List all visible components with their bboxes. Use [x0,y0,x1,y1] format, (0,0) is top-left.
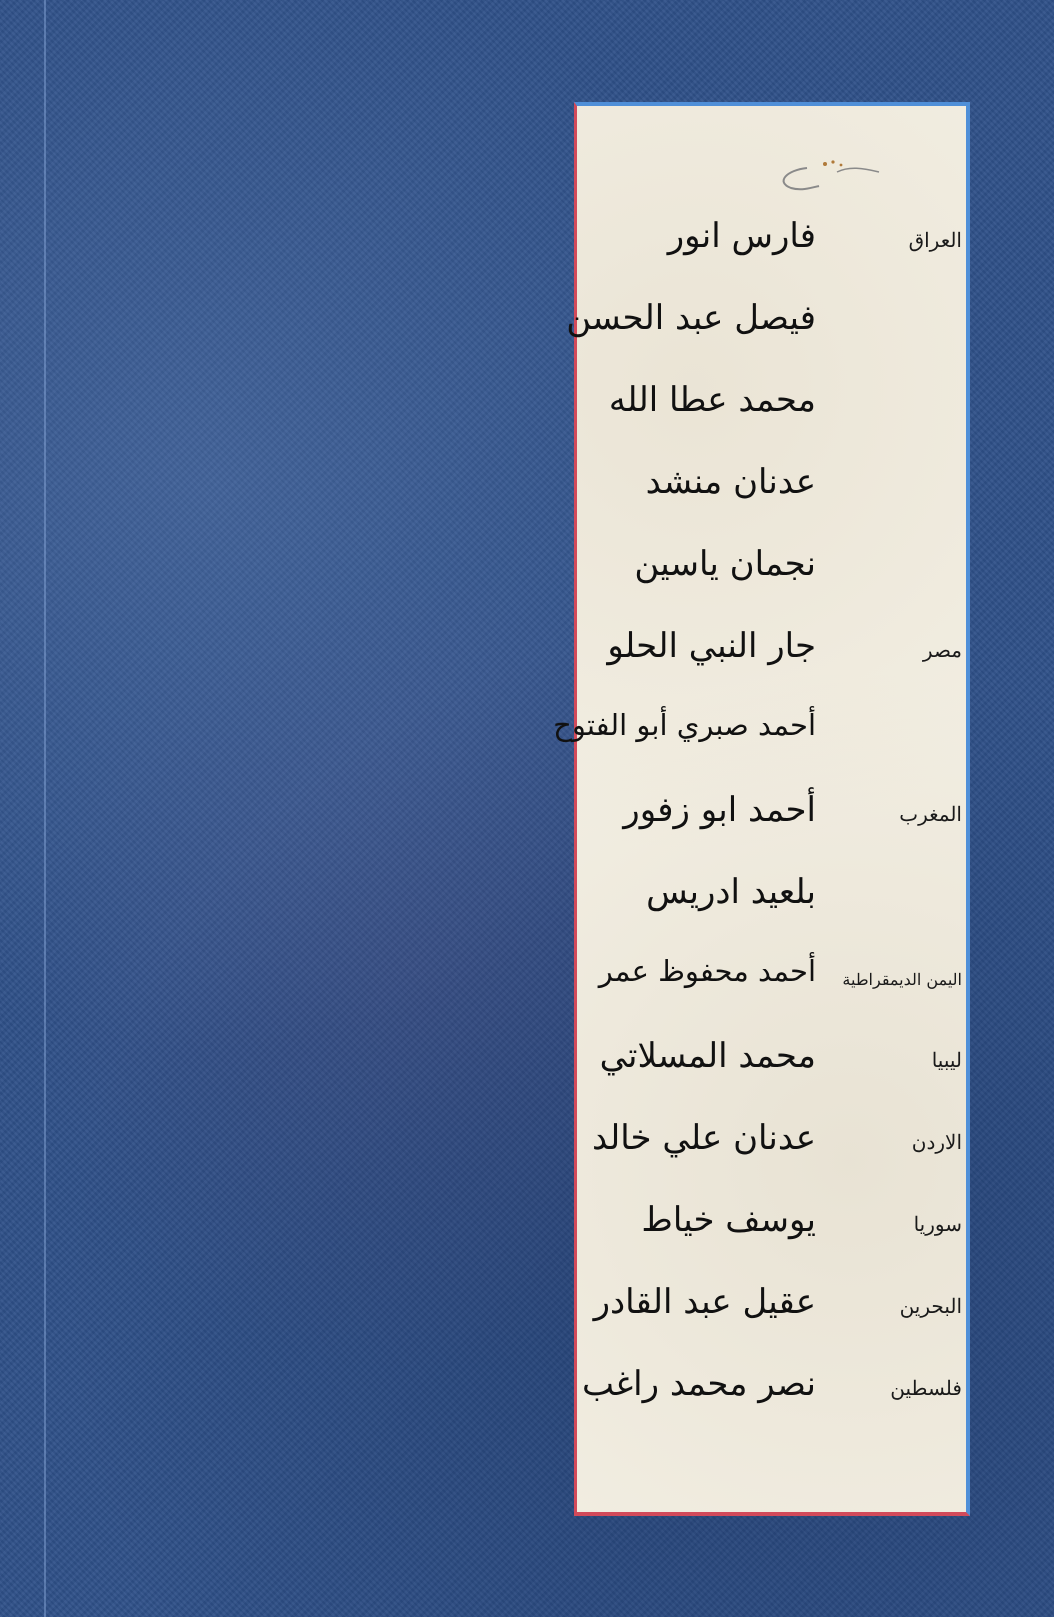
entry-1 [577,210,966,280]
country-libya: ليبيا [931,1048,962,1072]
author-name: نصر محمد راغب [581,1364,816,1404]
entry-10 [577,948,966,1018]
entry-2 [566,292,966,362]
entry-9 [577,866,966,936]
entry-3 [577,374,966,444]
entry-8 [577,784,966,854]
entry-11 [577,1030,966,1100]
country-palestine: فلسطين [890,1376,962,1400]
country-iraq: العراق [908,228,962,252]
entry-15 [577,1358,966,1428]
author-name: أحمد محفوظ عمر [598,954,816,988]
country-bahrain: البحرين [899,1294,962,1318]
author-name: يوسف خياط [641,1200,816,1240]
pen-mark [767,158,887,198]
author-name: عدنان علي خالد [591,1118,816,1158]
author-name: فيصل عبد الحسن [566,298,816,338]
author-name: جار النبي الحلو [607,626,816,666]
author-name: عدنان منشد [645,462,816,502]
authors-label-card [553,102,970,1516]
entry-14 [577,1276,966,1346]
country-morocco: المغرب [899,802,962,826]
author-name: أحمد ابو زفور [623,790,816,830]
entry-12 [577,1112,966,1182]
entry-5 [577,538,966,608]
entry-13 [577,1194,966,1264]
entry-4 [577,456,966,526]
author-name: بلعيد ادريس [646,872,816,912]
entry-7 [553,702,966,772]
spine-crease [44,0,46,1617]
country-egypt: مصر [922,638,962,662]
author-name: محمد عطا الله [608,380,816,420]
author-name: نجمان ياسين [634,544,816,584]
country-syria: سوريا [913,1212,962,1236]
author-name: أحمد صبري أبو الفتوح [553,708,816,742]
author-name: محمد المسلاتي [599,1036,816,1076]
country-jordan: الاردن [911,1130,962,1154]
author-name: عقيل عبد القادر [593,1282,816,1322]
author-name: فارس انور [667,216,816,256]
entry-6 [577,620,966,690]
country-south-yemen: اليمن الديمقراطية [842,970,962,989]
